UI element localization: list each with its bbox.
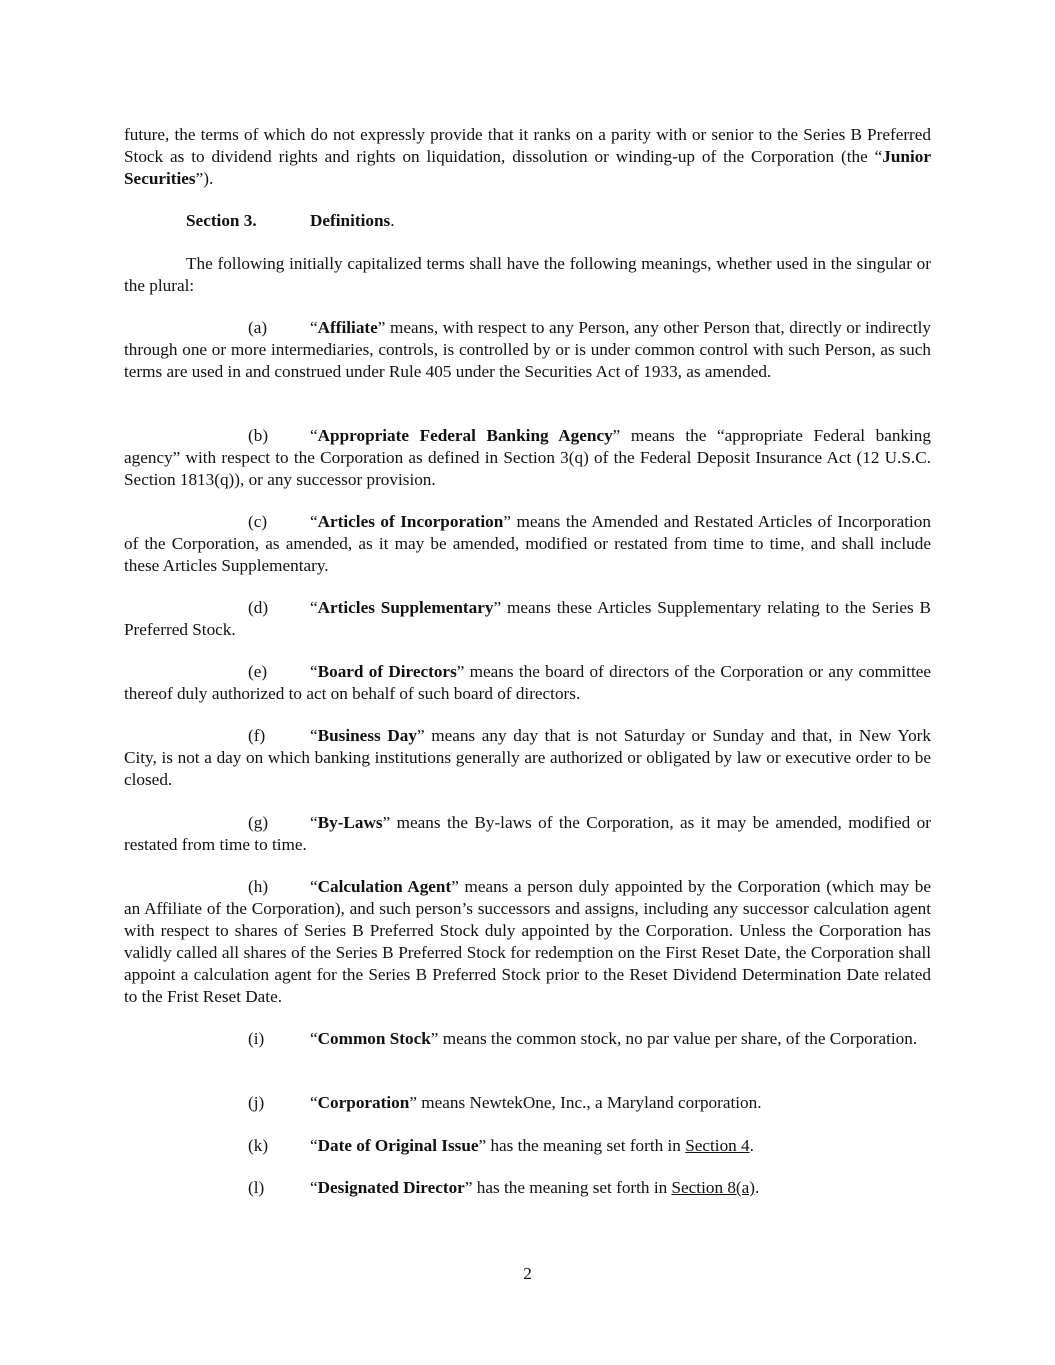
quote: “ — [310, 1136, 318, 1155]
text: future, the terms of which do not expressly provide that it ranks on a parity with or senior to the Series B Preferred Stock as to dividend rights and rights on liquidation, dissolution or winding-up of the Corporation (the “ — [124, 125, 931, 166]
definition-text: ” means the “appropriate Federal banking agency” with respect to the Corporation as defined in Section 3(q) of the Federal Deposit Insurance Act (12 U.S.C. Section 1813(q)), or any successor provision. — [124, 426, 931, 489]
section-number: Section 3. — [186, 211, 257, 230]
quote: “ — [310, 318, 318, 337]
defined-term: Junior Securities — [124, 147, 931, 188]
definition-appropriate-federal-banking-agency — [124, 425, 931, 491]
definition-text: ” means the common stock, no par value per share, of the Corporation. — [430, 1029, 918, 1048]
definition-label: (b) — [248, 426, 269, 445]
text: . — [390, 211, 395, 230]
definition-articles-of-incorporation — [124, 511, 931, 577]
page-number: 2 — [523, 1264, 532, 1283]
definition-label: (a) — [248, 318, 268, 337]
defined-term: Designated Director — [317, 1178, 465, 1197]
text: . — [749, 1136, 754, 1155]
text: The following initially capitalized terms shall have the following meanings, whether used in the singular or the plural: — [124, 254, 931, 295]
defined-term: Articles of Incorporation — [317, 512, 504, 531]
quote: “ — [310, 877, 318, 896]
quote: “ — [310, 512, 318, 531]
definitions-intro — [124, 253, 931, 297]
definition-label: (g) — [248, 813, 269, 832]
definition-label: (h) — [248, 877, 269, 896]
definition-by-laws — [124, 812, 931, 856]
definition-label: (k) — [248, 1136, 269, 1155]
definition-business-day — [124, 725, 931, 791]
definition-label: (d) — [248, 598, 269, 617]
definition-text: ” means these Articles Supplementary relating to the Series B Preferred Stock. — [124, 598, 931, 639]
definition-common-stock — [124, 1028, 931, 1050]
defined-term: Articles Supplementary — [317, 598, 494, 617]
defined-term: Appropriate Federal Banking Agency — [317, 426, 613, 445]
quote: “ — [310, 598, 318, 617]
quote: “ — [310, 426, 318, 445]
definition-articles-supplementary — [124, 597, 931, 641]
definition-text: ” means the By-laws of the Corporation, as it may be amended, modified or restated from time to time. — [124, 813, 931, 854]
definition-calculation-agent — [124, 876, 931, 1008]
definition-board-of-directors — [124, 661, 931, 705]
defined-term: Date of Original Issue — [317, 1136, 479, 1155]
section-heading — [186, 210, 395, 232]
definition-label: (l) — [248, 1178, 265, 1197]
definition-text: ” means, with respect to any Person, any other Person that, directly or indirectly through one or more intermediaries, controls, is controlled by or is under common control with such Person, as such terms are used in and construed under Rule 405 under the Securities Act of 1933, as amended. — [124, 318, 931, 381]
quote: “ — [310, 813, 318, 832]
definition-label: (j) — [248, 1093, 265, 1112]
definition-text: ” means a person duly appointed by the Corporation (which may be an Affiliate of the Corporation), and such person’s successors and assigns, including any successor calculation agent with respect to shares of Series B Preferred Stock duly appointed by the Corporation. Unless the Corporation has validly called all shares of the Series B Preferred Stock for redemption on the First Reset Date, the Corporation shall appoint a calculation agent for the Series B Preferred Stock prior to the Reset Dividend Determination Date related to the Frist Reset Date. — [124, 877, 931, 1006]
quote: “ — [310, 1093, 318, 1112]
definition-corporation — [124, 1092, 931, 1114]
definition-text: ” means the board of directors of the Corporation or any committee thereof duly authorized to act on behalf of such board of directors. — [124, 662, 932, 703]
section-link[interactable]: Section 8(a) — [671, 1178, 756, 1197]
definition-text: ” has the meaning set forth in — [478, 1136, 686, 1155]
section-link[interactable]: Section 4 — [685, 1136, 750, 1155]
defined-term: Business Day — [317, 726, 417, 745]
definition-date-of-original-issue — [124, 1135, 931, 1157]
text: ”). — [195, 169, 214, 188]
definition-label: (i) — [248, 1029, 265, 1048]
quote: “ — [310, 662, 318, 681]
definition-designated-director — [124, 1177, 931, 1199]
definition-label: (f) — [248, 726, 266, 745]
definition-affiliate — [124, 317, 931, 383]
defined-term: By-Laws — [317, 813, 383, 832]
definition-label: (c) — [248, 512, 268, 531]
definition-label: (e) — [248, 662, 268, 681]
defined-term: Common Stock — [317, 1029, 431, 1048]
quote: “ — [310, 726, 318, 745]
quote: “ — [310, 1029, 318, 1048]
definition-text: ” means NewtekOne, Inc., a Maryland corporation. — [409, 1093, 762, 1112]
definition-text: ” means any day that is not Saturday or Sunday and that, in New York City, is not a day on which banking institutions generally are authorized or obligated by law or executive order to be closed. — [124, 726, 931, 789]
definition-text: ” means the Amended and Restated Articles of Incorporation of the Corporation, as amended, as it may be amended, modified or restated from time to time, and shall include these Articles Supplementary. — [124, 512, 931, 575]
text: . — [755, 1178, 760, 1197]
defined-term: Board of Directors — [317, 662, 457, 681]
definition-text: ” has the meaning set forth in — [464, 1178, 672, 1197]
intro-paragraph — [124, 124, 931, 190]
section-title: Definitions — [310, 211, 391, 230]
defined-term: Affiliate — [317, 318, 378, 337]
defined-term: Calculation Agent — [317, 877, 452, 896]
defined-term: Corporation — [317, 1093, 410, 1112]
quote: “ — [310, 1178, 318, 1197]
